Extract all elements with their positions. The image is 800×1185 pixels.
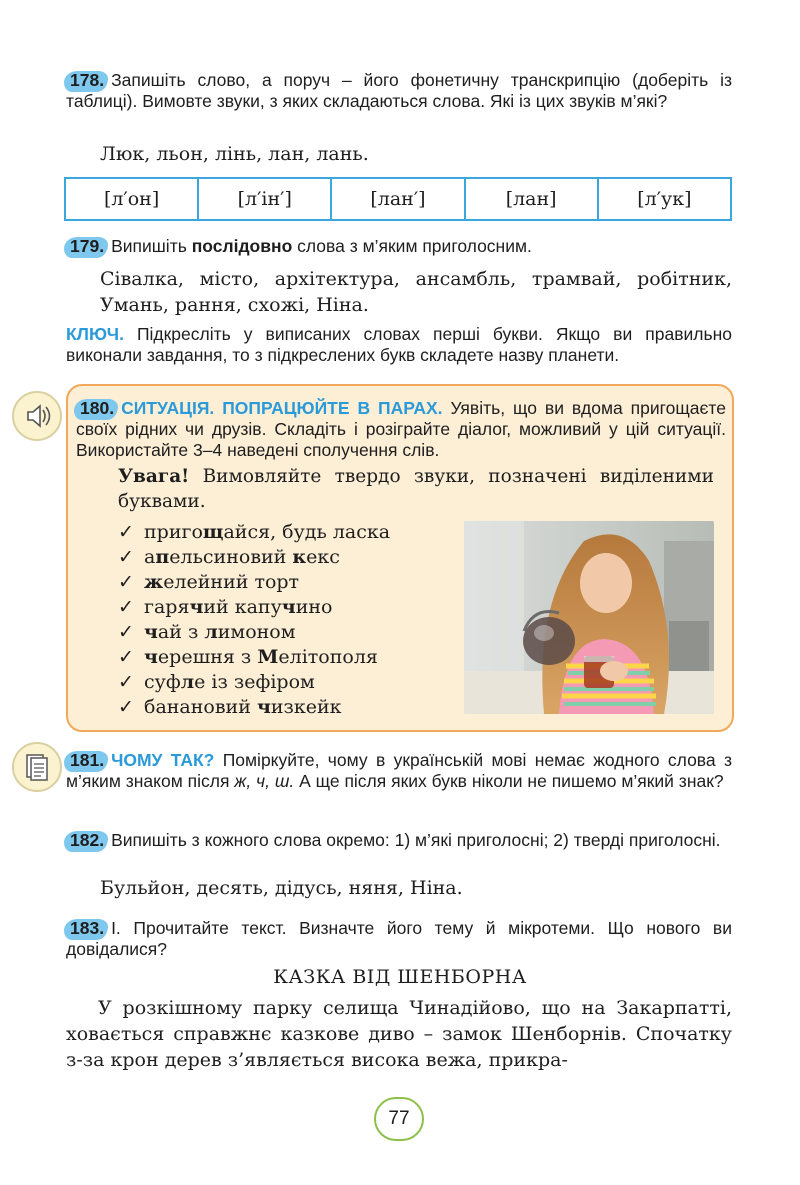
- girl-pouring-tea-photo: [464, 521, 714, 714]
- phrase-bold-letter: ч: [144, 621, 158, 643]
- phrase-part: ино: [295, 596, 333, 618]
- transcription-cell: [лан]: [465, 178, 598, 220]
- list-item: [118, 695, 448, 720]
- notebook-icon: [12, 742, 62, 792]
- exercise-number: 182.: [66, 830, 107, 851]
- phrase-bold-letter: ч: [144, 646, 158, 668]
- phrase-bold-letter: ж: [144, 571, 164, 593]
- phrase-part: приго: [144, 521, 203, 543]
- check-icon: ✓: [118, 646, 134, 668]
- phrase-part: изкейк: [270, 696, 342, 718]
- exercise-number: 180.: [76, 398, 117, 419]
- exercise-182: [66, 830, 732, 851]
- phrase-part: ельсиновий: [169, 546, 293, 568]
- check-icon: ✓: [118, 596, 134, 618]
- phrase-part: ий капу: [203, 596, 282, 618]
- exercise-number: 183.: [66, 918, 107, 939]
- phrase-bold-letter: щ: [202, 521, 224, 543]
- exercise-text: слова з м’яким приголосним.: [297, 236, 532, 256]
- transcription-cell: [лан′]: [331, 178, 464, 220]
- check-icon: ✓: [118, 671, 134, 693]
- phrase-part: е із зефіром: [194, 671, 315, 693]
- check-icon: ✓: [118, 696, 134, 718]
- list-item: [118, 620, 448, 645]
- list-item: [118, 645, 448, 670]
- transcription-table: [64, 177, 732, 221]
- key-label: КЛЮЧ.: [66, 324, 124, 344]
- exercise-number: 178.: [66, 70, 107, 91]
- situation-heading: СИТУАЦІЯ. ПОПРАЦЮЙТЕ В ПАРАХ.: [121, 398, 443, 418]
- transcription-cell: [л′он]: [65, 178, 198, 220]
- letters-italic: ж, ч, ш.: [234, 771, 295, 791]
- text-title: КАЗКА ВІД ШЕНБОРНА: [273, 966, 527, 988]
- audio-icon: [12, 391, 62, 441]
- text-body: У розкішному парку селища Чинадійово, що на Закарпатті, ховається справжнє казкове диво – замок Шенборнів. Спочатку з-за крон дерев з’являється висока вежа, прикра-: [66, 997, 732, 1071]
- phrase-part: суф: [144, 671, 181, 693]
- exercise-number: 179.: [66, 236, 107, 257]
- list-item: [118, 595, 448, 620]
- phrase-bold-letter: п: [155, 546, 170, 568]
- phrase-list: [118, 520, 448, 720]
- attention-label: Увага!: [118, 466, 190, 487]
- check-icon: ✓: [118, 521, 134, 543]
- phrase-part: ерешня з: [157, 646, 258, 668]
- phrase-part: ай з: [157, 621, 205, 643]
- exercise-181: [66, 750, 732, 792]
- attention-text: Вимовляйте твердо звуки, позначені виділеними буквами.: [118, 466, 714, 512]
- exercise-178: [66, 70, 732, 112]
- phrase-part: айся, будь ласка: [223, 521, 391, 543]
- phrase-part: елейний торт: [163, 571, 300, 593]
- phrase-bold-letter: ч: [256, 696, 271, 718]
- check-icon: ✓: [118, 621, 134, 643]
- transcription-cell: [л′ін′]: [198, 178, 331, 220]
- exercise-words: Бульйон, десять, дідусь, няня, Ніна.: [100, 877, 463, 899]
- key-text: Підкресліть у виписаних словах перші букви. Якщо ви правильно виконали завдання, то з підкреслених букв складете назву планети.: [66, 324, 732, 365]
- exercise-180: [76, 398, 726, 461]
- exercise-number: 181.: [66, 750, 107, 771]
- exercise-text: І. Прочитайте текст. Визначте його тему й мікротеми. Що нового ви довідалися?: [66, 918, 732, 959]
- exercise-text: Запишіть слово, а поруч – його фонетичну транскрипцію (доберіть із таблиці). Вимовте звуки, з яких складаються слова. Які із цих звуків м’які?: [66, 70, 732, 111]
- phrase-bold-letter: к: [292, 546, 307, 568]
- emphasis-text: послідовно: [191, 236, 293, 256]
- exercise-text: Поміркуйте, чому в українській мові немає жодного слова з м’яким знаком після: [66, 750, 732, 791]
- check-icon: ✓: [118, 546, 134, 568]
- exercise-heading: ЧОМУ ТАК?: [111, 750, 215, 770]
- phrase-bold-letter: ч: [189, 596, 204, 618]
- exercise-179: [66, 236, 732, 257]
- phrase-part: елітополя: [278, 646, 378, 668]
- attention-note: [118, 464, 714, 514]
- phrase-part: гаря: [144, 596, 190, 618]
- phrase-bold-letter: л: [204, 621, 218, 643]
- exercise-text: Випишіть з кожного слова окремо: 1) м’які приголосні; 2) тверді приголосні.: [111, 830, 721, 850]
- list-item: [118, 570, 448, 595]
- exercise-words: Люк, льон, лінь, лан, лань.: [100, 143, 369, 165]
- phrase-part: банановий: [144, 696, 257, 718]
- page-number: 77: [374, 1097, 424, 1141]
- list-item: [118, 545, 448, 570]
- exercise-text: Уявіть, що ви вдома пригощаєте своїх рідних чи друзів. Складіть і розіграйте діалог, можливий у цій ситуації. Використайте 3–4 наведені сполучення слів.: [76, 398, 726, 460]
- list-item: [118, 670, 448, 695]
- transcription-cell: [л′ук]: [598, 178, 731, 220]
- phrase-part: имоном: [217, 621, 296, 643]
- phrase-bold-letter: М: [257, 646, 279, 668]
- phrase-bold-letter: л: [180, 671, 195, 693]
- phrase-bold-letter: ч: [281, 596, 296, 618]
- exercise-183: [66, 918, 732, 960]
- exercise-text: А ще після яких букв ніколи не пишемо м’який знак?: [299, 771, 724, 791]
- check-icon: ✓: [118, 571, 134, 593]
- key-block: [66, 324, 732, 366]
- phrase-part: екс: [306, 546, 340, 568]
- exercise-text: Випишіть: [111, 236, 187, 256]
- list-item: [118, 520, 448, 545]
- exercise-words: Сівалка, місто, архітектура, ансамбль, трамвай, робітник, Умань, рання, схожі, Ніна.: [100, 268, 732, 316]
- phrase-part: а: [144, 546, 156, 568]
